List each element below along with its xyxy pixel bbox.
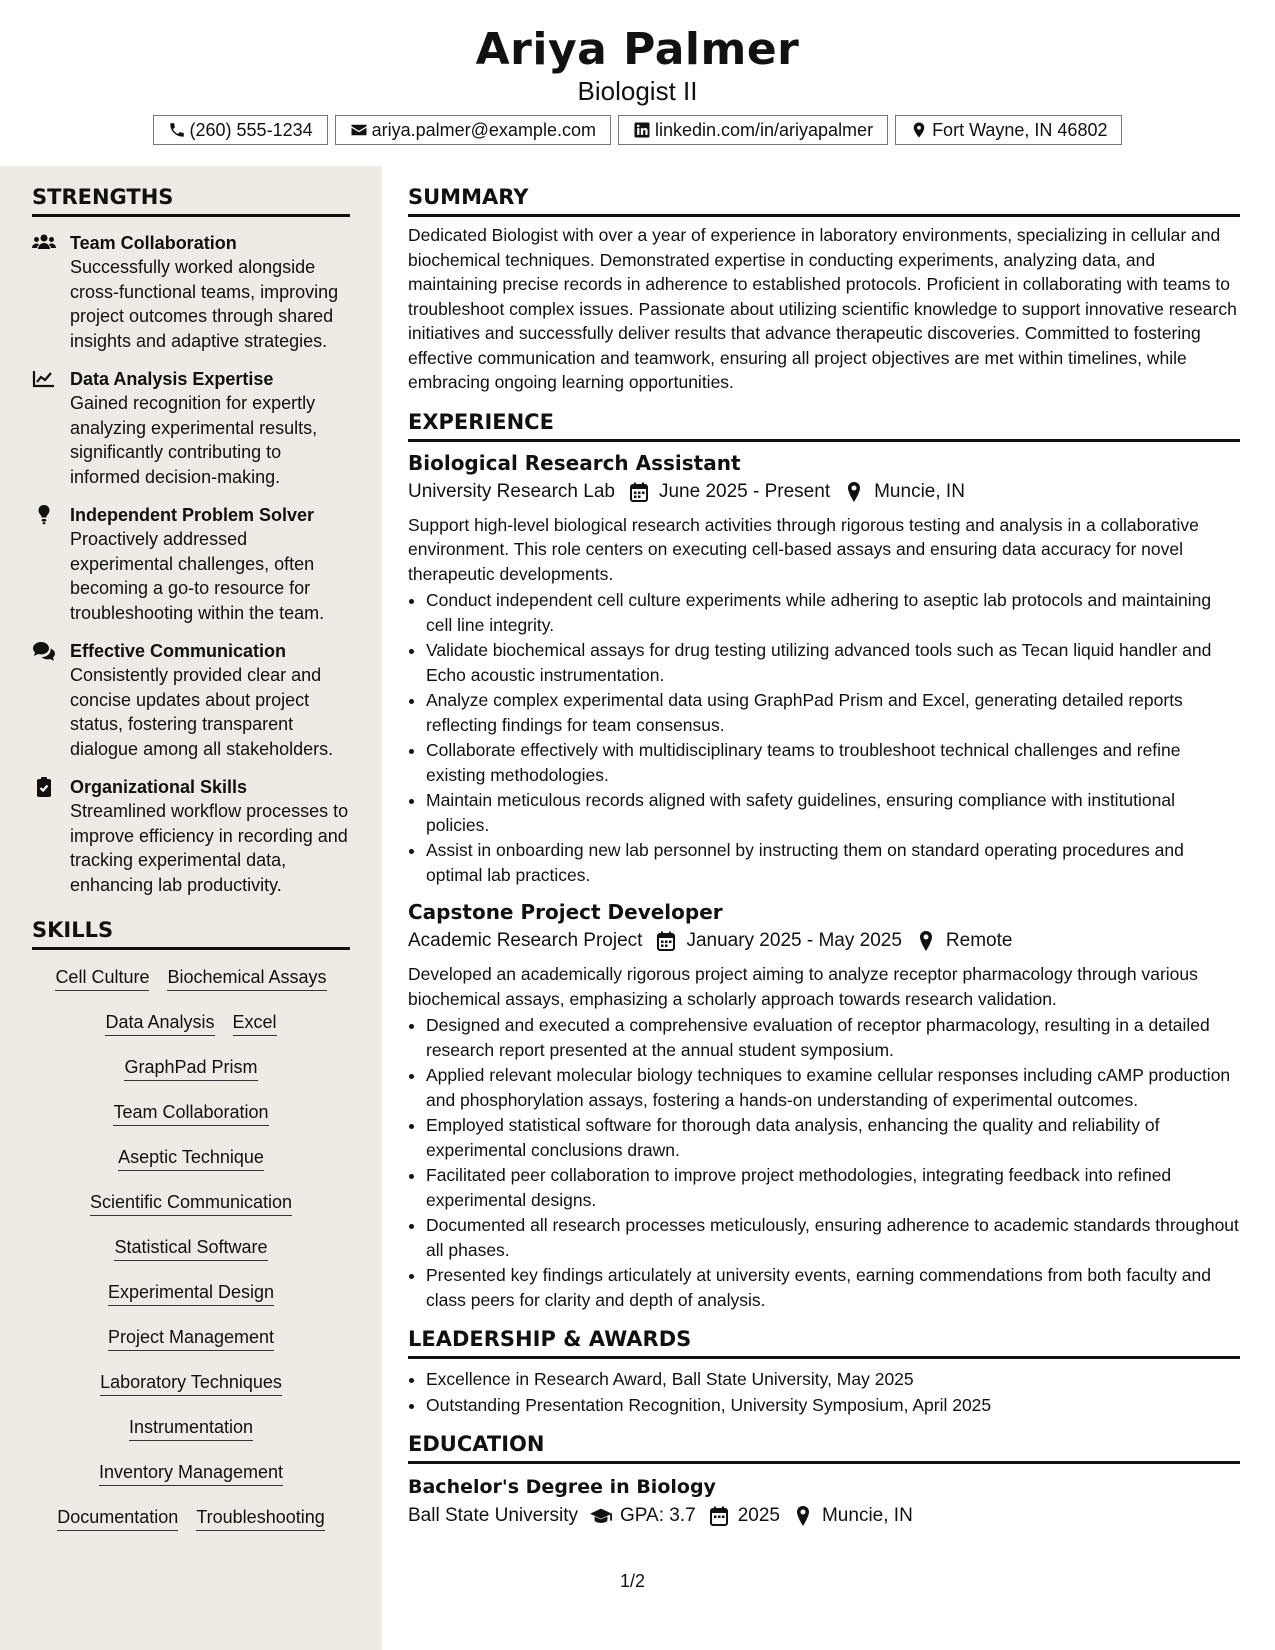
- job-bullets: [408, 588, 1240, 887]
- skill-tag: Documentation: [57, 1500, 178, 1531]
- skill-row: [32, 1185, 350, 1230]
- graduation-cap-icon: [590, 1506, 612, 1526]
- strength-title: Independent Problem Solver: [70, 505, 315, 525]
- linkedin-text: linkedin.com/in/ariyapalmer: [654, 119, 874, 140]
- skill-row: [32, 1095, 350, 1140]
- job-title: Capstone Project Developer: [408, 900, 723, 924]
- leadership-heading: LEADERSHIP & AWARDS: [408, 1326, 1240, 1359]
- comments-icon: [32, 641, 56, 661]
- map-pin-icon: [844, 482, 864, 502]
- summary-heading: SUMMARY: [408, 184, 1240, 217]
- users-icon: [32, 233, 56, 253]
- contact-bar: [0, 115, 1275, 145]
- clipboard-check-icon: [32, 777, 56, 797]
- skill-tag: Excel: [233, 1005, 277, 1036]
- job-org: University Research Lab: [408, 480, 615, 502]
- edu-gpa: GPA: 3.7: [620, 1505, 696, 1526]
- skill-row: [32, 1230, 350, 1275]
- skill-row: [32, 1410, 350, 1455]
- job-description: Support high-level biological research activities through rigorous testing and analysis in a collaborative environment. This role centers on executing cell-based assays and ensuring data accuracy for novel therapeutic developments.: [408, 514, 1199, 584]
- skill-row: [32, 1275, 350, 1320]
- strength-desc: Gained recognition for expertly analyzing experimental results, significantly contributing to informed decision-making.: [70, 393, 318, 487]
- skill-tag: Team Collaboration: [113, 1095, 268, 1126]
- resume-header: [0, 0, 1275, 166]
- skill-row: [32, 960, 350, 1005]
- strength-item: [32, 367, 355, 489]
- main-content: [408, 166, 1240, 1529]
- list-item: • Validate biochemical assays for drug testing utilizing advanced tools such as Tecan liquid handler and Echo acoustic instrumentation.: [426, 638, 1240, 687]
- skill-tag: Scientific Communication: [90, 1185, 292, 1216]
- skill-tag: Inventory Management: [99, 1455, 283, 1486]
- summary-text: Dedicated Biologist with over a year of experience in laboratory environments, specializing in cellular and biochemical techniques. Demonstrated expertise in conducting experiments, analyzing data, and maintaining precise records in adherence to established protocols. Proficient in collaborating with teams to troubleshoot complex issues. Passionate about utilizing scientific knowledge to support innovative research initiatives and successfully deliver results that advance therapeutic discoveries. Committed to fostering effective communication and teamwork, ensuring all project objectives are met within timelines, while embracing ongoing learning opportunities.: [408, 225, 1237, 392]
- skill-tag: GraphPad Prism: [124, 1050, 257, 1081]
- skill-row: [32, 1005, 350, 1050]
- list-item: • Employed statistical software for thorough data analysis, enhancing the quality and reliability of experimental conclusions drawn.: [426, 1113, 1240, 1162]
- job-bullets: [408, 1013, 1240, 1312]
- strength-title: Effective Communication: [70, 641, 287, 661]
- calendar-icon: [629, 482, 649, 502]
- contact-email[interactable]: [335, 115, 611, 145]
- skills-list: [32, 960, 350, 1545]
- list-item: • Conduct independent cell culture experiments while adhering to aseptic lab protocols and maintaining cell line integrity.: [426, 588, 1240, 637]
- location-text: Fort Wayne, IN 46802: [932, 119, 1108, 140]
- phone-text: (260) 555-1234: [189, 119, 313, 140]
- chart-line-icon: [32, 369, 56, 389]
- strength-desc: Successfully worked alongside cross-functional teams, improving project outcomes through shared insights and adaptive strategies.: [70, 257, 339, 351]
- lightbulb-icon: [32, 505, 56, 525]
- strength-desc: Consistently provided clear and concise updates about project status, fostering transparent dialogue among all stakeholders.: [70, 665, 334, 759]
- skill-tag: Troubleshooting: [196, 1500, 324, 1531]
- strength-title: Data Analysis Expertise: [70, 369, 274, 389]
- job-location: Remote: [945, 930, 1013, 951]
- strength-title: Organizational Skills: [70, 777, 248, 797]
- strength-item: [32, 503, 355, 625]
- skill-tag: Biochemical Assays: [167, 960, 326, 991]
- skill-tag: Cell Culture: [55, 960, 149, 991]
- skill-tag: Experimental Design: [108, 1275, 274, 1306]
- job-org: Academic Research Project: [408, 930, 643, 951]
- skills-heading: SKILLS: [32, 917, 350, 950]
- phone-icon: [168, 121, 186, 139]
- list-item: • Designed and executed a comprehensive evaluation of receptor pharmacology, resulting in a detailed research report presented at the annual student symposium.: [426, 1013, 1240, 1062]
- skill-row: [32, 1140, 350, 1185]
- job-title: Biological Research Assistant: [408, 450, 741, 475]
- job-description: Developed an academically rigorous project aiming to analyze receptor pharmacology through various biochemical assays, emphasizing a scholarly approach towards research validation.: [408, 964, 1198, 1009]
- education-heading: EDUCATION: [408, 1431, 1240, 1464]
- strength-item: [32, 231, 355, 353]
- list-item: • Collaborate effectively with multidisciplinary teams to troubleshoot technical challenges and refine existing methodologies.: [426, 738, 1240, 787]
- calendar-icon: [708, 1506, 730, 1526]
- job-location: Muncie, IN: [874, 480, 965, 502]
- strength-desc: Streamlined workflow processes to improve efficiency in recording and tracking experimental data, enhancing lab productivity.: [70, 801, 349, 895]
- skill-tag: Project Management: [108, 1320, 274, 1351]
- skill-row: [32, 1455, 350, 1500]
- list-item: • Presented key findings articulately at university events, earning commendations from both faculty and class peers for clarity and depth of analysis.: [426, 1263, 1240, 1312]
- list-item: • Analyze complex experimental data using GraphPad Prism and Excel, generating detailed reports reflecting findings for team consensus.: [426, 688, 1240, 737]
- job-dates: January 2025 - May 2025: [686, 930, 902, 951]
- job-meta: [408, 479, 1240, 505]
- map-pin-icon: [916, 931, 936, 951]
- email-text: ariya.palmer@example.com: [371, 119, 596, 140]
- strength-title: Team Collaboration: [70, 233, 237, 253]
- skill-row: [32, 1365, 350, 1410]
- list-item: • Documented all research processes meticulously, ensuring adherence to academic standards throughout all phases.: [426, 1213, 1240, 1262]
- contact-location: [895, 115, 1122, 145]
- job-meta: [408, 928, 1240, 954]
- list-item: • Excellence in Research Award, Ball State University, May 2025: [426, 1367, 1240, 1392]
- list-item: • Applied relevant molecular biology techniques to examine cellular responses including cAMP production and phosphorylation assays, fostering a hands-on understanding of experimental outcomes.: [426, 1063, 1240, 1112]
- skill-tag: Laboratory Techniques: [100, 1365, 282, 1396]
- page-number: 1/2: [620, 1571, 646, 1591]
- edu-location: Muncie, IN: [821, 1505, 913, 1526]
- experience-heading: EXPERIENCE: [408, 409, 1240, 442]
- linkedin-icon: [633, 121, 651, 139]
- calendar-icon: [656, 931, 676, 951]
- envelope-icon: [350, 121, 368, 139]
- edu-school: Ball State University: [408, 1505, 579, 1526]
- sidebar: [0, 166, 382, 1650]
- skill-tag: Statistical Software: [114, 1230, 267, 1261]
- list-item: • Outstanding Presentation Recognition, University Symposium, April 2025: [426, 1393, 1240, 1418]
- map-pin-icon: [792, 1506, 814, 1526]
- awards-list: [408, 1367, 1240, 1417]
- edu-meta: [408, 1503, 1240, 1529]
- edu-degree: Bachelor's Degree in Biology: [408, 1476, 716, 1498]
- edu-year: 2025: [737, 1505, 780, 1526]
- list-item: • Assist in onboarding new lab personnel by instructing them on standard operating procedures and optimal lab practices.: [426, 838, 1240, 887]
- strengths-heading: STRENGTHS: [32, 184, 350, 217]
- list-item: • Facilitated peer collaboration to improve project methodologies, integrating feedback into refined experimental designs.: [426, 1163, 1240, 1212]
- skill-row: [32, 1500, 350, 1545]
- strength-item: [32, 639, 355, 761]
- candidate-title: Biologist II: [577, 76, 698, 106]
- map-pin-icon: [910, 121, 928, 139]
- skill-row: [32, 1050, 350, 1095]
- skill-row: [32, 1320, 350, 1365]
- candidate-name: Ariya Palmer: [475, 24, 800, 75]
- job-entry: [408, 450, 1240, 888]
- skill-tag: Instrumentation: [129, 1410, 253, 1441]
- contact-phone: [153, 115, 328, 145]
- strength-item: [32, 775, 355, 897]
- job-entry: [408, 899, 1240, 1312]
- skill-tag: Data Analysis: [105, 1005, 214, 1036]
- contact-linkedin[interactable]: [618, 115, 888, 145]
- job-dates: June 2025 - Present: [658, 480, 831, 502]
- skill-tag: Aseptic Technique: [118, 1140, 264, 1171]
- list-item: • Maintain meticulous records aligned with safety guidelines, ensuring compliance with institutional policies.: [426, 788, 1240, 837]
- strength-desc: Proactively addressed experimental challenges, often becoming a go-to resource for troubleshooting within the team.: [70, 529, 325, 623]
